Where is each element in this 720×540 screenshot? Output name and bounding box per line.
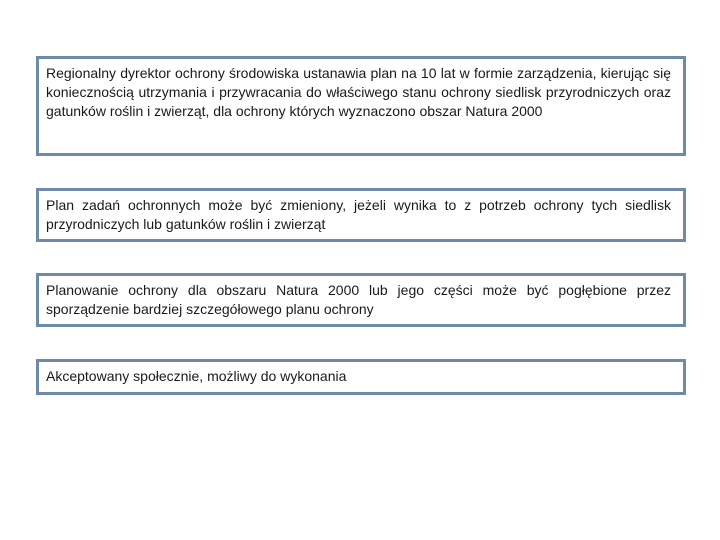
statement-box-3 — [36, 273, 686, 327]
statement-box-1 — [36, 56, 686, 156]
statement-text-1: Regionalny dyrektor ochrony środowiska ustanawia plan na 10 lat w formie zarządzenia, kierując się koniecznością utrzymania i przywracania do właściwego stanu ochrony siedlisk przyrodniczych oraz gatunków roślin i zwierząt, dla ochrony których wyznaczono obszar Natura 2000 — [46, 65, 671, 119]
statement-text-3: Planowanie ochrony dla obszaru Natura 2000 lub jego części może być pogłębione przez sporządzenie bardziej szczegółowego planu ochrony — [46, 282, 671, 317]
statement-box-4 — [36, 359, 686, 395]
statement-box-2 — [36, 188, 686, 242]
statement-text-2: Plan zadań ochronnych może być zmieniony, jeżeli wynika to z potrzeb ochrony tych siedlisk przyrodniczych lub gatunków roślin i zwierząt — [46, 197, 671, 232]
statement-text-4: Akceptowany społecznie, możliwy do wykonania — [46, 368, 347, 384]
